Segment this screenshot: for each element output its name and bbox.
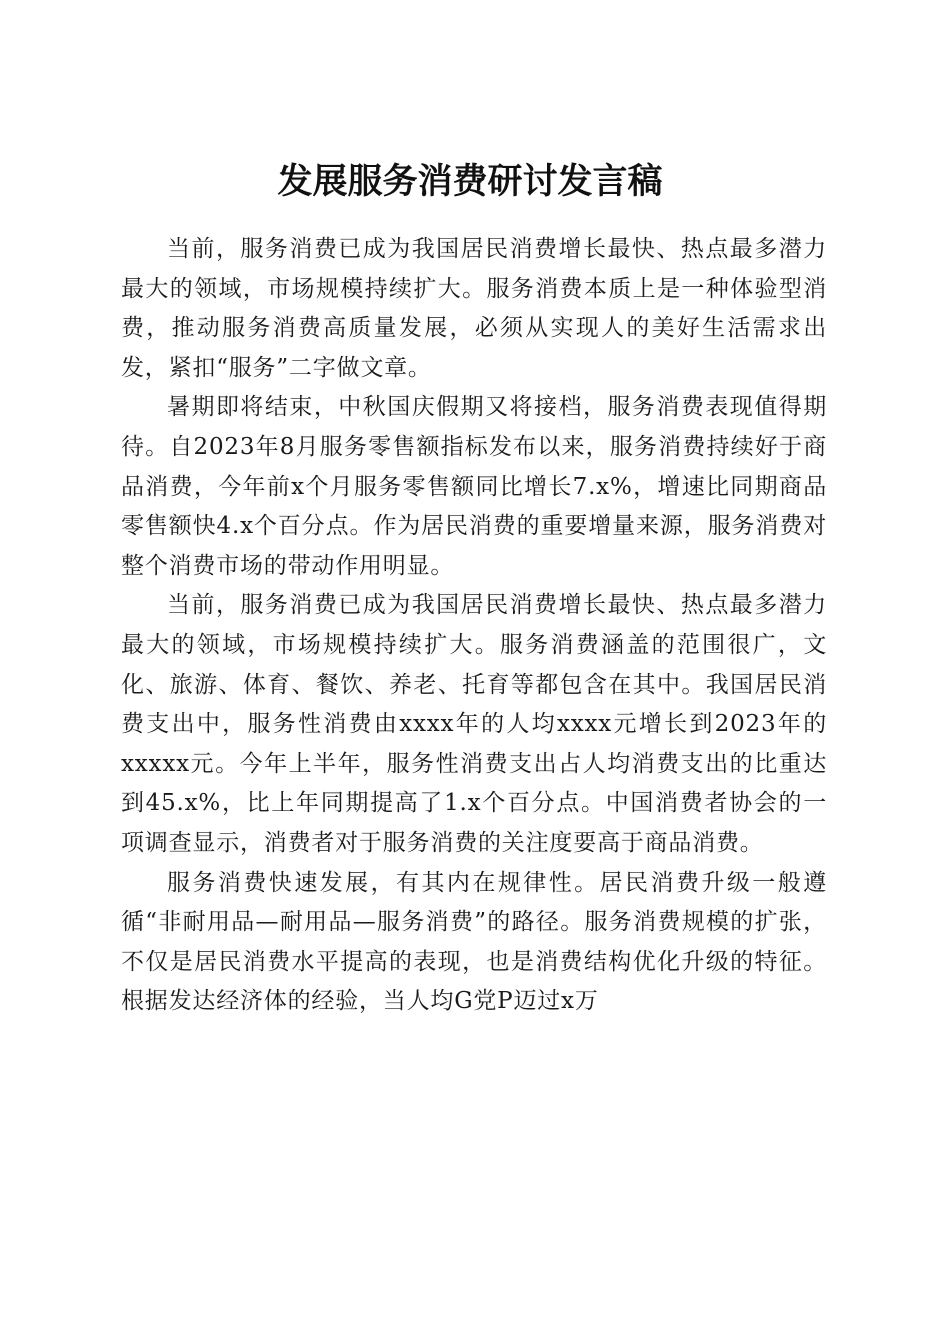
paragraph-4: 服务消费快速发展，有其内在规律性。居民消费升级一般遵循“非耐用品—耐用品—服务消费”的路径。服务消费规模的扩张，不仅是居民消费水平提高的表现，也是消费结构优化升级的特征。根据发达经济体的经验，当人均G党P迈过x万 (121, 869, 827, 1015)
document-title: 发展服务消费研讨发言稿 (277, 161, 663, 203)
document-body (121, 230, 827, 1022)
paragraph-1: 当前，服务消费已成为我国居民消费增长最快、热点最多潜力最大的领域，市场规模持续扩大。服务消费本质上是一种体验型消费，推动服务消费高质量发展，必须从实现人的美好生活需求出发，紧扣“服务”二字做文章。 (121, 236, 827, 381)
paragraph-3: 当前，服务消费已成为我国居民消费增长最快、热点最多潜力最大的领域，市场规模持续扩大。服务消费涵盖的范围很广，文化、旅游、体育、餐饮、养老、托育等都包含在其中。我国居民消费支出中，服务性消费由xxxx年的人均xxxx元增长到2023年的xxxxx元。今年上半年，服务性消费支出占人均消费支出的比重达到45.x%，比上年同期提高了1.x个百分点。中国消费者协会的一项调查显示，消费者对于服务消费的关注度要高于商品消费。 (121, 592, 827, 856)
paragraph-2: 暑期即将结束，中秋国庆假期又将接档，服务消费表现值得期待。自2023年8月服务零售额指标发布以来，服务消费持续好于商品消费，今年前x个月服务零售额同比增长7.x%，增速比同期商品零售额快4.x个百分点。作为居民消费的重要增量来源，服务消费对整个消费市场的带动作用明显。 (121, 394, 827, 579)
